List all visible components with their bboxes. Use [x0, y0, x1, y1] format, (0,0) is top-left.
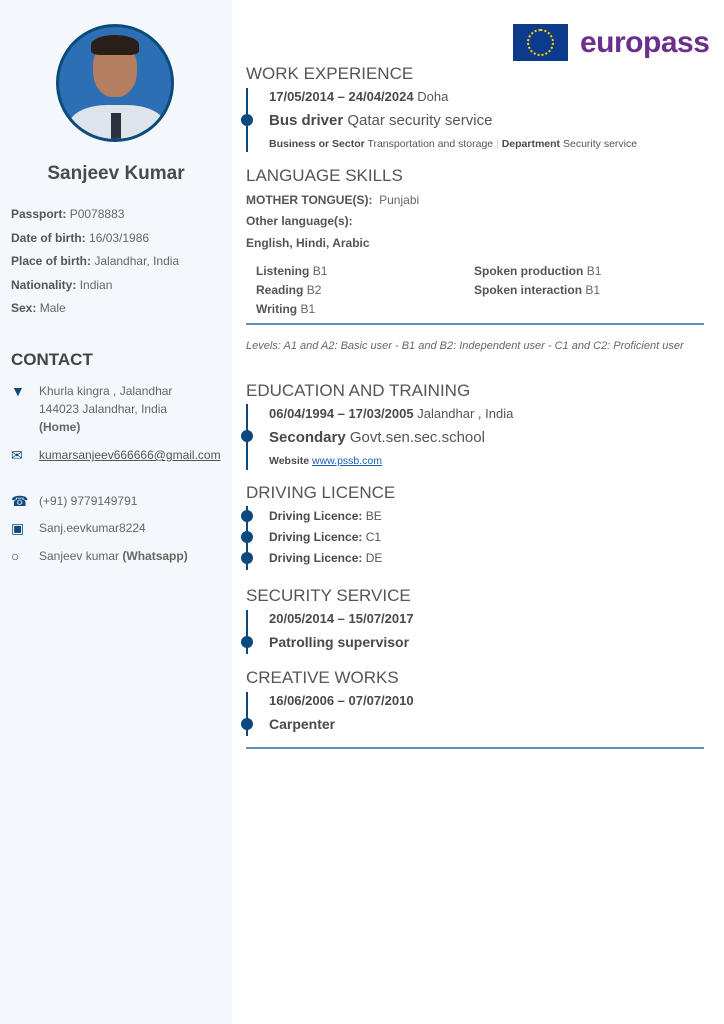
spoken-production-label: Spoken production	[474, 264, 584, 278]
work-location: Doha	[417, 89, 449, 104]
licence-value: BE	[365, 509, 382, 523]
location-pin-icon: ▼	[11, 383, 25, 399]
work-role: Bus driver	[269, 112, 344, 129]
logo-text: europass	[580, 25, 710, 59]
phone-value: (+91) 9779149791	[39, 494, 138, 508]
instagram-icon: ▣	[11, 520, 25, 536]
whatsapp-icon: ○	[11, 548, 20, 564]
timeline-dot	[241, 430, 253, 442]
contact-email	[11, 446, 226, 464]
whatsapp-name: Sanjeev kumar	[39, 549, 120, 563]
timeline-dot	[241, 718, 253, 730]
phone-icon: ☎	[11, 493, 29, 509]
dept-value: Security service	[562, 138, 638, 150]
work-date-range: 17/05/2014 – 24/04/2024	[269, 89, 414, 104]
envelope-icon: ✉	[11, 447, 23, 463]
personal-info	[11, 203, 179, 321]
divider	[246, 747, 704, 749]
work-title	[269, 112, 492, 129]
licence-label: Driving Licence:	[269, 551, 363, 565]
writing-label: Writing	[256, 302, 298, 316]
driving-heading: DRIVING LICENCE	[246, 483, 396, 502]
timeline-dot	[241, 636, 253, 648]
contact-phone	[11, 492, 137, 510]
education-heading: EDUCATION AND TRAINING	[246, 381, 471, 400]
levels-note: Levels: A1 and A2: Basic user - B1 and B2: Independent user - C1 and C2: Proficient user	[246, 340, 684, 352]
creative-dates	[269, 693, 414, 708]
licence-label: Driving Licence:	[269, 509, 363, 523]
address-type: (Home)	[39, 420, 81, 434]
licence-value: DE	[365, 551, 383, 565]
profile-photo	[56, 24, 174, 142]
eu-flag-icon	[513, 24, 568, 61]
passport-value: P0078883	[69, 207, 125, 221]
contact-instagram	[11, 519, 146, 537]
pob-label: Place of birth:	[11, 254, 92, 268]
language-heading: LANGUAGE SKILLS	[246, 166, 403, 185]
pob-value: Jalandhar, India	[94, 254, 180, 268]
instagram-value: Sanj.eevkumar8224	[39, 521, 146, 535]
whatsapp-label: (Whatsapp)	[122, 549, 188, 563]
edu-dates	[269, 406, 513, 421]
reading-level: B2	[306, 283, 322, 297]
address-line1: Khurla kingra , Jalandhar	[39, 384, 173, 398]
security-heading: SECURITY SERVICE	[246, 586, 411, 605]
edu-date-range: 06/04/1994 – 17/03/2005	[269, 406, 414, 421]
edu-website	[269, 455, 382, 467]
timeline-dot	[241, 510, 253, 522]
creative-role-text: Carpenter	[269, 716, 336, 732]
timeline-dot	[241, 552, 253, 564]
dob-label: Date of birth:	[11, 230, 86, 245]
licence-item	[269, 509, 382, 523]
spoken-interaction-label: Spoken interaction	[474, 283, 583, 297]
writing-level: B1	[300, 302, 316, 316]
sidebar	[0, 0, 232, 1024]
nationality-label: Nationality:	[11, 277, 77, 292]
contact-heading: CONTACT	[11, 350, 93, 369]
security-role	[269, 634, 409, 650]
work-details: Business or Sector Transportation and storage | Department Security service	[269, 138, 638, 150]
divider	[246, 323, 704, 325]
edu-degree: Secondary	[269, 429, 346, 446]
security-dates	[269, 611, 414, 626]
website-label: Website	[269, 455, 310, 467]
contact-address	[11, 382, 172, 436]
creative-heading: CREATIVE WORKS	[246, 668, 399, 687]
spoken-interaction-level: B1	[585, 283, 601, 297]
security-date-range: 20/05/2014 – 15/07/2017	[269, 611, 414, 626]
mother-tongue-value: Punjabi	[379, 193, 420, 207]
licence-label: Driving Licence:	[269, 530, 363, 544]
work-heading: WORK EXPERIENCE	[246, 64, 414, 83]
spoken-production-level: B1	[586, 264, 602, 278]
address-line2: 144023 Jalandhar, India	[39, 402, 168, 416]
timeline-dot	[241, 531, 253, 543]
mother-tongue-label: MOTHER TONGUE(S):	[246, 193, 373, 207]
other-languages-value: English, Hindi, Arabic	[246, 236, 370, 250]
sex-label: Sex:	[11, 301, 37, 315]
edu-title	[269, 429, 485, 446]
dob-value: 16/03/1986	[89, 230, 150, 245]
edu-location: Jalandhar , India	[417, 406, 514, 421]
security-role-text: Patrolling supervisor	[269, 634, 410, 650]
dept-label: Department	[501, 138, 561, 150]
licence-item	[269, 551, 382, 565]
creative-role	[269, 716, 335, 732]
sex-value: Male	[39, 301, 66, 315]
sector-value: Transportation and storage	[367, 138, 494, 150]
licence-item	[269, 530, 381, 544]
sector-label: Business or Sector	[269, 138, 365, 150]
licence-value: C1	[365, 530, 382, 544]
creative-date-range: 16/06/2006 – 07/07/2010	[269, 693, 414, 708]
passport-label: Passport:	[11, 207, 67, 221]
website-link[interactable]: www.pssb.com	[312, 455, 383, 467]
timeline-dot	[241, 114, 253, 126]
email-link[interactable]: kumarsanjeev666666@gmail.com	[39, 448, 221, 462]
europass-logo	[513, 24, 709, 61]
listening-label: Listening	[256, 264, 310, 278]
work-dates	[269, 89, 448, 104]
reading-label: Reading	[256, 283, 304, 297]
candidate-name: Sanjeev Kumar	[47, 163, 185, 184]
listening-level: B1	[312, 264, 328, 278]
contact-whatsapp	[11, 547, 188, 565]
edu-school: Govt.sen.sec.school	[349, 429, 485, 446]
work-employer: Qatar security service	[347, 112, 493, 129]
other-languages-label: Other language(s):	[246, 214, 353, 228]
nationality-value: Indian	[79, 277, 113, 292]
